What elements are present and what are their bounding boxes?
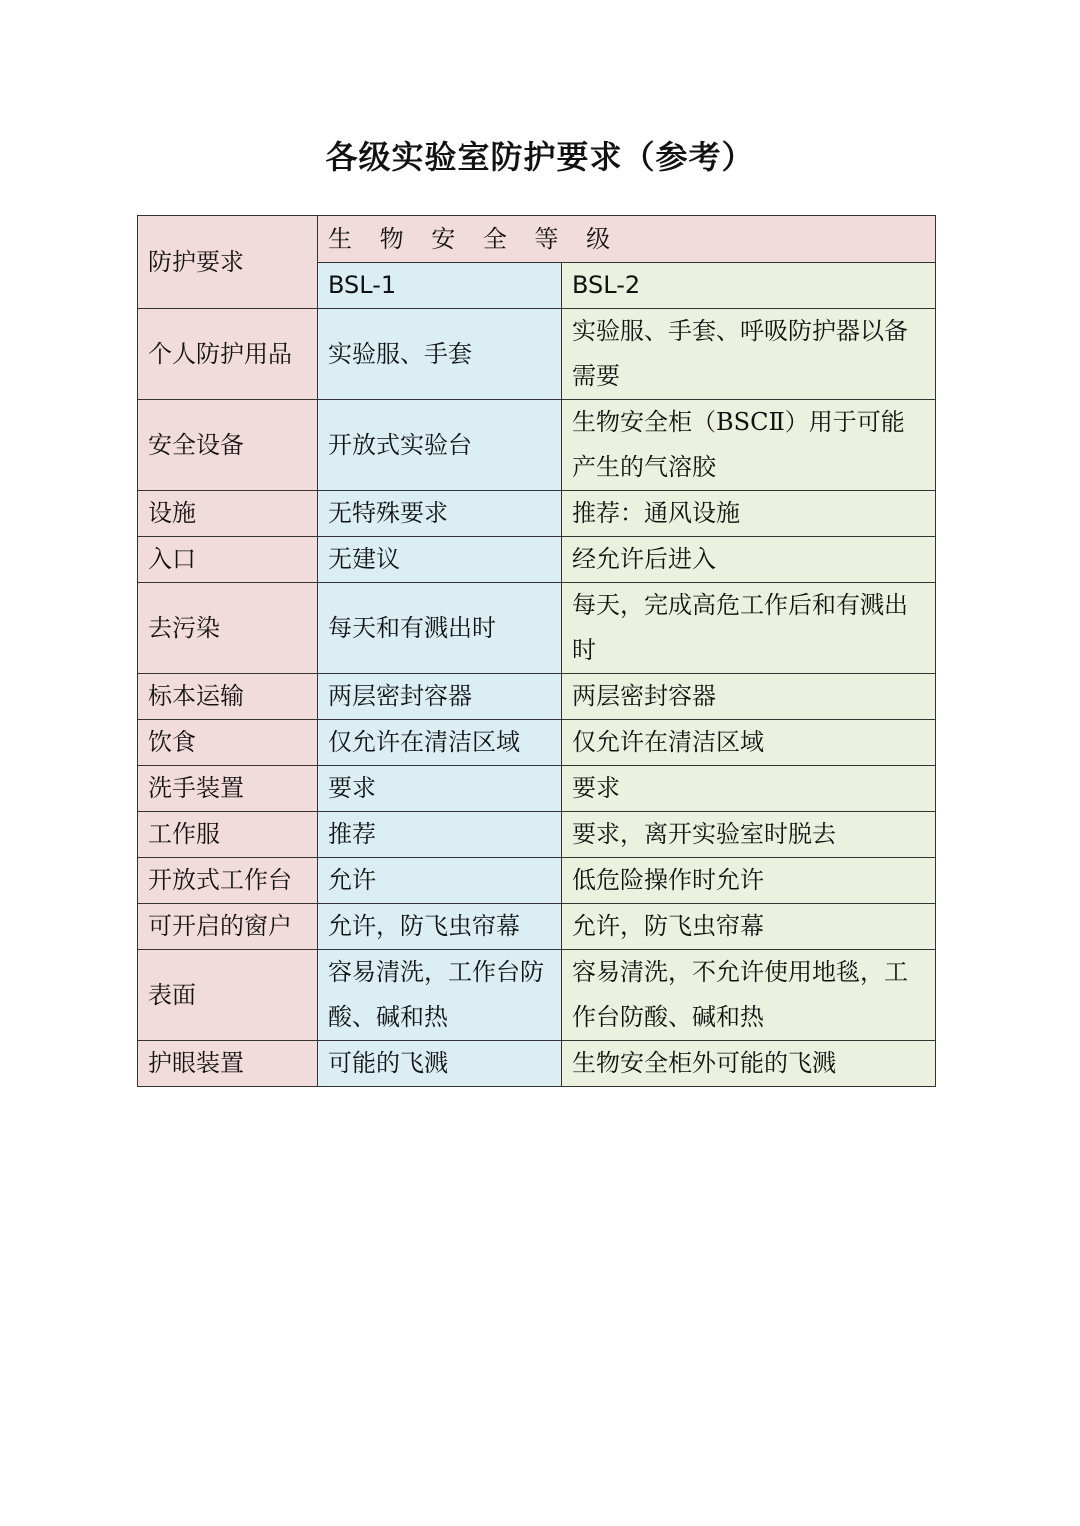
cell-requirement: 开放式工作台 bbox=[138, 858, 318, 904]
table-row bbox=[138, 491, 936, 537]
cell-bsl1: 可能的飞溅 bbox=[318, 1041, 562, 1087]
table-row bbox=[138, 1041, 936, 1087]
cell-bsl2: 实验服、手套、呼吸防护器以备需要 bbox=[562, 309, 936, 400]
cell-bsl2: 经允许后进入 bbox=[562, 537, 936, 583]
cell-requirement: 安全设备 bbox=[138, 400, 318, 491]
cell-requirement: 去污染 bbox=[138, 583, 318, 674]
cell-bsl2: 要求 bbox=[562, 766, 936, 812]
cell-bsl1: 每天和有溅出时 bbox=[318, 583, 562, 674]
cell-requirement: 标本运输 bbox=[138, 674, 318, 720]
table-row bbox=[138, 766, 936, 812]
cell-bsl1: 允许 bbox=[318, 858, 562, 904]
cell-requirement: 入口 bbox=[138, 537, 318, 583]
cell-requirement: 可开启的窗户 bbox=[138, 904, 318, 950]
cell-bsl2: 要求，离开实验室时脱去 bbox=[562, 812, 936, 858]
cell-bsl1: 开放式实验台 bbox=[318, 400, 562, 491]
cell-bsl2: 两层密封容器 bbox=[562, 674, 936, 720]
cell-bsl1: 仅允许在清洁区域 bbox=[318, 720, 562, 766]
table-row bbox=[138, 858, 936, 904]
cell-requirement: 设施 bbox=[138, 491, 318, 537]
table-row bbox=[138, 950, 936, 1041]
cell-requirement: 个人防护用品 bbox=[138, 309, 318, 400]
table-row bbox=[138, 400, 936, 491]
header-biosafety-level: 生 物 安 全 等 级 bbox=[318, 216, 936, 263]
cell-bsl2: 容易清洗，不允许使用地毯，工作台防酸、碱和热 bbox=[562, 950, 936, 1041]
cell-requirement: 洗手装置 bbox=[138, 766, 318, 812]
cell-bsl2: 每天，完成高危工作后和有溅出时 bbox=[562, 583, 936, 674]
cell-requirement: 工作服 bbox=[138, 812, 318, 858]
cell-bsl1: 两层密封容器 bbox=[318, 674, 562, 720]
header-requirement: 防护要求 bbox=[138, 216, 318, 309]
cell-bsl1: 实验服、手套 bbox=[318, 309, 562, 400]
header-bsl1: BSL-1 bbox=[318, 263, 562, 309]
cell-bsl1: 要求 bbox=[318, 766, 562, 812]
cell-bsl2: 允许，防飞虫帘幕 bbox=[562, 904, 936, 950]
protection-requirements-table bbox=[137, 215, 936, 1087]
cell-bsl1: 无建议 bbox=[318, 537, 562, 583]
header-bsl2: BSL-2 bbox=[562, 263, 936, 309]
cell-bsl2: 仅允许在清洁区域 bbox=[562, 720, 936, 766]
cell-bsl2: 生物安全柜（BSCⅡ）用于可能产生的气溶胶 bbox=[562, 400, 936, 491]
table-row bbox=[138, 537, 936, 583]
table-header-row bbox=[138, 216, 936, 263]
page-title: 各级实验室防护要求（参考） bbox=[325, 138, 755, 176]
table-row bbox=[138, 583, 936, 674]
cell-bsl2: 生物安全柜外可能的飞溅 bbox=[562, 1041, 936, 1087]
cell-bsl1: 无特殊要求 bbox=[318, 491, 562, 537]
table-row bbox=[138, 904, 936, 950]
table-row bbox=[138, 309, 936, 400]
table-row bbox=[138, 812, 936, 858]
cell-requirement: 护眼装置 bbox=[138, 1041, 318, 1087]
cell-bsl1: 允许，防飞虫帘幕 bbox=[318, 904, 562, 950]
cell-bsl2: 低危险操作时允许 bbox=[562, 858, 936, 904]
table-row bbox=[138, 720, 936, 766]
cell-bsl2: 推荐：通风设施 bbox=[562, 491, 936, 537]
cell-bsl1: 容易清洗，工作台防酸、碱和热 bbox=[318, 950, 562, 1041]
cell-requirement: 表面 bbox=[138, 950, 318, 1041]
cell-bsl1: 推荐 bbox=[318, 812, 562, 858]
cell-requirement: 饮食 bbox=[138, 720, 318, 766]
table-row bbox=[138, 674, 936, 720]
